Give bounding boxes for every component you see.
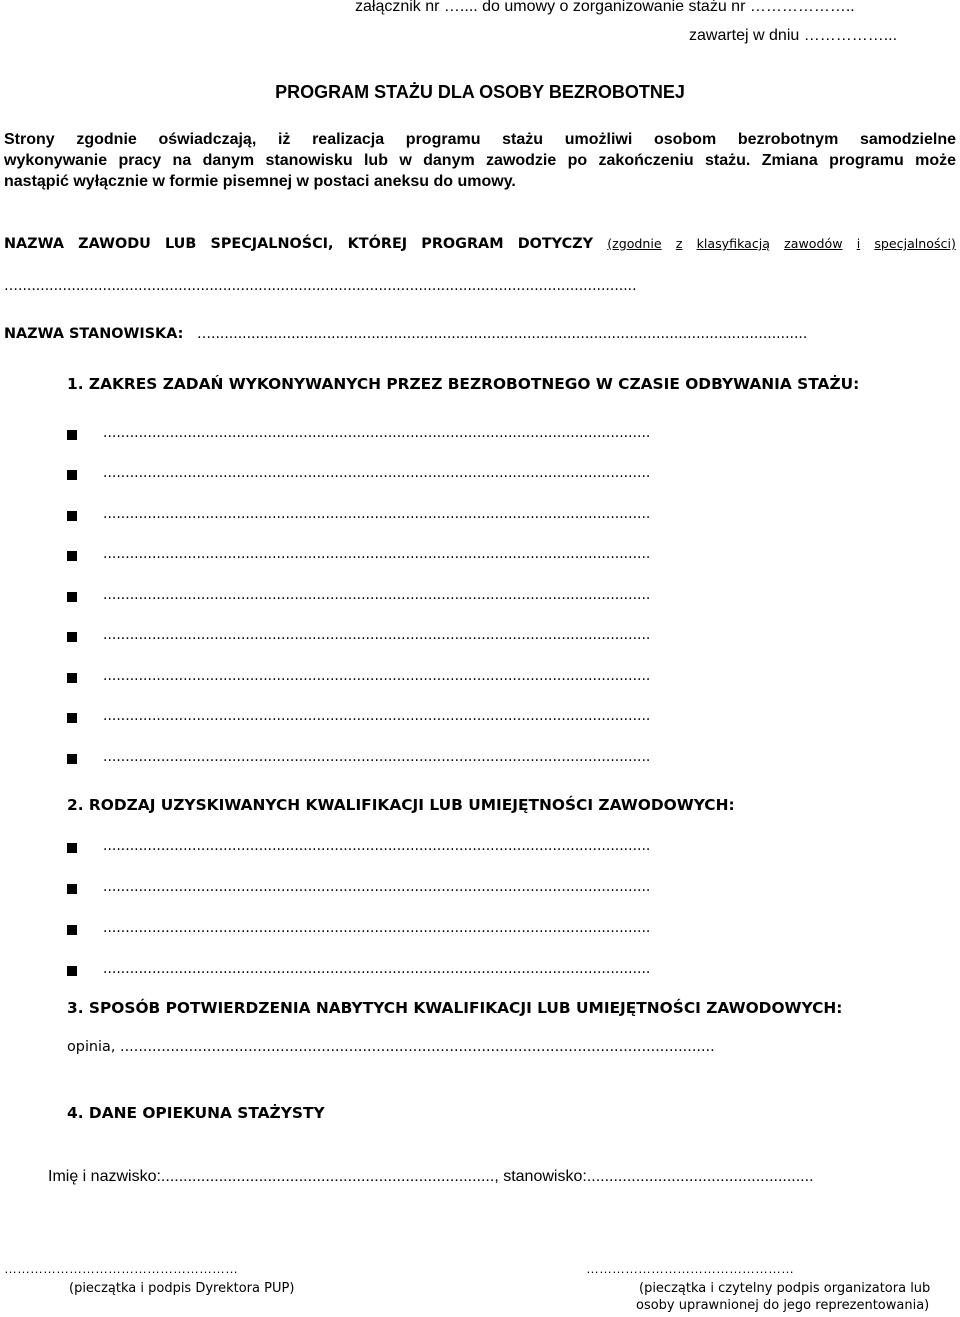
task-fill-line[interactable]: ........................................................................................................................... — [103, 627, 651, 643]
task-fill-line[interactable]: ........................................................................................................................... — [103, 668, 651, 684]
bullet-icon — [67, 884, 77, 894]
task-fill-line[interactable]: ........................................................................................................................... — [103, 465, 651, 481]
section-1-title: 1. ZAKRES ZADAŃ WYKONYWANYCH PRZEZ BEZROBOTNEGO W CZASIE ODBYWANIA STAŻU: — [67, 375, 860, 393]
occupation-word: DOTYCZY — [517, 236, 594, 252]
bullet-icon — [67, 551, 77, 561]
skill-fill-line[interactable]: ........................................................................................................................... — [103, 879, 651, 895]
intro-line: Strony zgodnie oświadczają, iż realizacja programu stażu umożliwi osobom bezrobotnym samodzielne — [4, 131, 956, 148]
left-signature-line[interactable]: ……………………………………………… — [4, 1261, 238, 1276]
bullet-icon — [67, 470, 77, 480]
bullet-icon — [67, 925, 77, 935]
intro-paragraph — [4, 129, 956, 192]
classification-note-word: specjalności) — [874, 236, 956, 251]
bullet-icon — [67, 632, 77, 642]
page-title: PROGRAM STAŻU DLA OSOBY BEZROBOTNEJ — [275, 82, 685, 102]
task-fill-line[interactable]: ........................................................................................................................... — [103, 546, 651, 562]
position-label: NAZWA STANOWISKA: — [4, 326, 184, 342]
task-fill-line[interactable]: ........................................................................................................................... — [103, 587, 651, 603]
bullet-icon — [67, 713, 77, 723]
task-fill-line[interactable]: ........................................................................................................................... — [103, 708, 651, 724]
task-fill-line[interactable]: ........................................................................................................................... — [103, 425, 651, 441]
right-signature-caption: osoby uprawnionej do jego reprezentowania) — [636, 1298, 930, 1313]
skill-fill-line[interactable]: ........................................................................................................................... — [103, 920, 651, 936]
right-signature-line[interactable]: ………………………………………… — [586, 1261, 794, 1276]
occupation-word: LUB — [165, 236, 197, 252]
annex-header-line: załącznik nr ….... do umowy o zorganizowanie stażu nr ……………….. — [355, 0, 855, 15]
occupation-word: NAZWA — [4, 236, 64, 252]
intro-line: nastąpić wyłącznie w formie pisemnej w postaci aneksu do umowy. — [4, 173, 516, 190]
occupation-word: SPECJALNOŚCI, — [210, 236, 334, 252]
right-signature-caption: (pieczątka i czytelny podpis organizatora lub — [639, 1281, 931, 1296]
left-signature-caption: (pieczątka i podpis Dyrektora PUP) — [69, 1281, 295, 1296]
classification-note-word: klasyfikacją — [696, 236, 770, 251]
confirmation-method-field[interactable]: opinia, .................................................................................................................................. — [67, 1039, 715, 1055]
section-4-title: 4. DANE OPIEKUNA STAŻYSTY — [67, 1104, 325, 1122]
task-fill-line[interactable]: ........................................................................................................................... — [103, 749, 651, 765]
bullet-icon — [67, 754, 77, 764]
occupation-fill-line[interactable]: …........................................................................................................................................... — [4, 278, 637, 294]
occupation-word: ZAWODU — [78, 236, 151, 252]
contract-date-line: zawartej w dniu ……………... — [689, 27, 898, 44]
bullet-icon — [67, 592, 77, 602]
position-fill-line[interactable]: …...................................................................................................................................... — [197, 326, 808, 342]
classification-note-word: z — [675, 236, 683, 251]
bullet-icon — [67, 673, 77, 683]
bullet-icon — [67, 843, 77, 853]
intro-line: wykonywanie pracy na danym stanowisku lub w danym zawodzie po zakończeniu stażu. Zmiana programu może — [4, 152, 956, 169]
task-fill-line[interactable]: ........................................................................................................................... — [103, 506, 651, 522]
classification-note-word: i — [856, 236, 861, 251]
skill-fill-line[interactable]: ........................................................................................................................... — [103, 961, 651, 977]
classification-note-word: zawodów — [784, 236, 843, 251]
supervisor-fill-line[interactable]: Imię i nazwisko:..........................................................................., stanowisko:................................................... — [48, 1168, 814, 1185]
classification-note-word: (zgodnie — [607, 236, 662, 251]
occupation-heading — [4, 236, 956, 252]
section-3-title: 3. SPOSÓB POTWIERDZENIA NABYTYCH KWALIFIKACJI LUB UMIEJĘTNOŚCI ZAWODOWYCH: — [67, 999, 843, 1017]
bullet-icon — [67, 430, 77, 440]
bullet-icon — [67, 511, 77, 521]
section-2-title: 2. RODZAJ UZYSKIWANYCH KWALIFIKACJI LUB UMIEJĘTNOŚCI ZAWODOWYCH: — [67, 796, 735, 814]
occupation-word: KTÓREJ — [347, 236, 408, 252]
bullet-icon — [67, 966, 77, 976]
position-row — [4, 326, 183, 342]
skill-fill-line[interactable]: ........................................................................................................................... — [103, 838, 651, 854]
occupation-word: PROGRAM — [421, 236, 504, 252]
